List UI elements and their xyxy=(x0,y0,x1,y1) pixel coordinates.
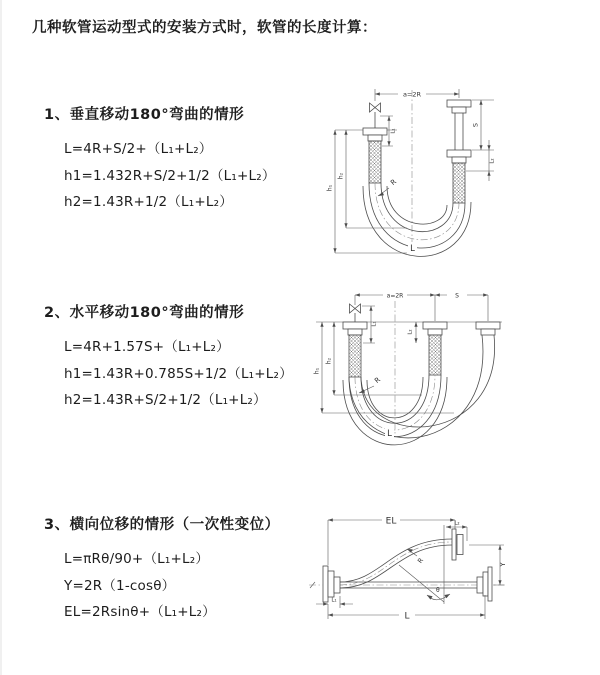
svg-text:R: R xyxy=(389,177,399,187)
svg-text:L: L xyxy=(387,429,392,439)
braided-hose xyxy=(453,163,465,203)
svg-text:S: S xyxy=(471,122,480,128)
svg-text:h₁: h₁ xyxy=(313,367,321,375)
section-1-heading: 1、垂直移动180°弯曲的情形 xyxy=(44,107,245,123)
formula-h2: h2=1.43R+S/2+1/2（L₁+L₂） xyxy=(64,392,267,408)
hose-displaced-position xyxy=(340,539,452,588)
svg-text:L₁: L₁ xyxy=(390,128,397,134)
svg-text:L₂: L₂ xyxy=(489,158,496,164)
svg-text:a=2R: a=2R xyxy=(402,90,422,99)
dim-l2 xyxy=(446,521,467,542)
section-1 xyxy=(44,103,276,216)
dim-l1 xyxy=(316,596,353,608)
right-flange-fitting xyxy=(477,567,492,601)
angle-theta xyxy=(399,525,450,604)
valve-icon xyxy=(350,304,361,322)
formula-EL: EL=2Rsinθ+（L₁+L₂） xyxy=(64,604,216,620)
svg-text:L: L xyxy=(404,611,410,622)
dim-h1 xyxy=(327,130,408,253)
dim-s xyxy=(435,293,488,300)
radius-label xyxy=(407,549,425,565)
formula-h2: h2=1.43R+1/2（L₁+L₂） xyxy=(64,194,233,210)
u-bend-hose-position2 xyxy=(349,335,495,438)
dim-l xyxy=(328,595,485,622)
braided-hose xyxy=(349,335,361,377)
braided-hose xyxy=(369,141,381,183)
svg-text:L₂: L₂ xyxy=(407,329,414,335)
length-label xyxy=(408,242,417,254)
page-left-edge-shade xyxy=(0,0,2,675)
diagram-vertical-180-bend xyxy=(315,76,505,261)
diagram-horizontal-180-bend xyxy=(306,285,511,450)
valve-icon xyxy=(370,103,381,128)
svg-text:θ: θ xyxy=(436,587,440,594)
formula-h1: h1=1.43R+0.785S+1/2（L₁+L₂） xyxy=(64,365,293,382)
svg-text:L₁: L₁ xyxy=(371,321,378,327)
dim-a2r xyxy=(355,293,488,322)
section-2-heading: 2、水平移动180°弯曲的情形 xyxy=(44,305,245,321)
left-pipe-fitting xyxy=(343,322,367,377)
dim-l2 xyxy=(408,322,418,343)
svg-text:h₂: h₂ xyxy=(325,357,333,365)
section-3 xyxy=(44,513,280,626)
dim-l2 xyxy=(487,140,495,181)
svg-text:L₂: L₂ xyxy=(454,520,460,527)
svg-text:a=2R: a=2R xyxy=(386,292,404,300)
svg-text:Y: Y xyxy=(499,562,507,567)
formula-Y: Y=2R（1-cosθ） xyxy=(64,577,176,594)
svg-text:h₂: h₂ xyxy=(337,172,345,180)
braided-hose xyxy=(429,335,441,375)
upper-flange-fitting xyxy=(452,529,463,560)
right-pipe-fitting xyxy=(447,100,471,203)
svg-text:S: S xyxy=(455,292,459,300)
svg-text:EL: EL xyxy=(385,516,397,527)
formula-L: L=πRθ/90+（L₁+L₂） xyxy=(64,551,210,567)
svg-text:L₁: L₁ xyxy=(331,597,337,604)
section-3-heading: 3、横向位移的情形（一次性变位） xyxy=(44,517,280,533)
dim-a2r xyxy=(375,89,459,101)
right-pipe-fitting xyxy=(476,322,500,335)
dim-el xyxy=(328,517,455,566)
svg-text:R: R xyxy=(373,375,383,385)
svg-text:L: L xyxy=(410,244,415,254)
length-label xyxy=(385,427,394,439)
formula-h1: h1=1.432R+S/2+1/2（L₁+L₂） xyxy=(64,167,276,184)
diagram-lateral-displacement xyxy=(303,503,513,628)
section-2 xyxy=(44,301,293,414)
page-title: 几种软管运动型式的安装方式时，软管的长度计算： xyxy=(32,20,377,36)
formula-L: L=4R+S/2+（L₁+L₂） xyxy=(64,141,213,157)
svg-text:R: R xyxy=(416,556,426,565)
formula-L: L=4R+1.57S+（L₁+L₂） xyxy=(64,339,230,355)
svg-text:h₁: h₁ xyxy=(326,184,334,192)
middle-pipe-fitting xyxy=(423,322,447,375)
